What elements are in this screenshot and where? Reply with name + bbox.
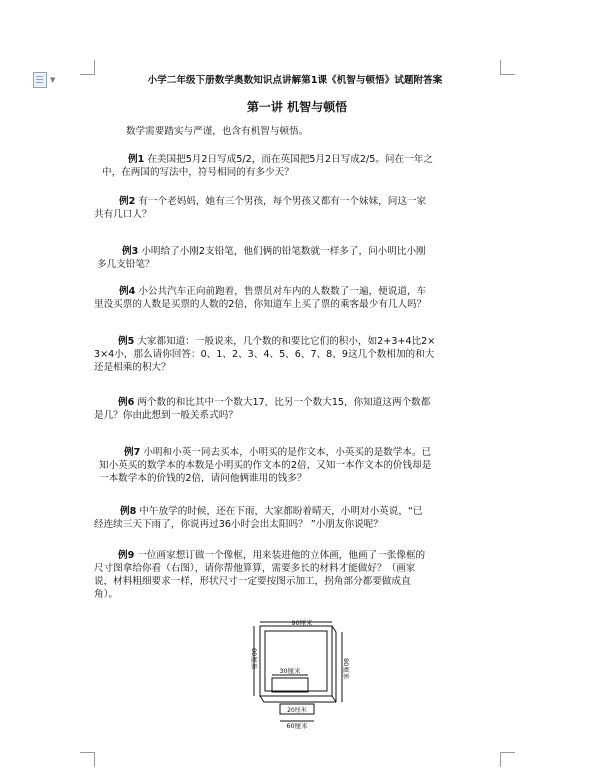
example-5-line-2: 3×4小，那么请你回答：0、1、2、3、4、5、6、7、8、9这几个数相加的和大 — [94, 349, 435, 360]
frame-diagram — [232, 618, 372, 730]
example-4-text: 小公共汽车正向前跑着，售票员对车内的人数数了一遍，便说道，车 — [135, 286, 427, 297]
example-9-line-2: 尺寸图拿给你看（右图），请你帮他算算，需要多长的材料才能做好？（画家 — [94, 563, 416, 574]
example-5-label: 例5 — [118, 336, 135, 347]
intro-paragraph: 数学需要踏实与严谨，也含有机智与顿悟。 — [126, 126, 309, 137]
example-1-line-1 — [128, 153, 433, 167]
dropdown-arrow-icon[interactable]: ▼ — [50, 76, 56, 84]
example-9-line-1 — [118, 549, 425, 563]
dim-label-small: 20厘米 — [287, 707, 307, 714]
example-7-line-3: 一本数学本的价钱的2倍，请问他俩谁用的钱多？ — [99, 473, 307, 484]
crop-mark-bottom-right — [500, 752, 515, 767]
example-5-line-3: 还是相乘的积大？ — [94, 362, 171, 373]
example-7-text: 小明和小英一同去买本，小明买的是作文本，小英买的是数学本。已 — [140, 447, 432, 458]
dim-label-right: 80厘米 — [342, 658, 350, 680]
crop-mark-bottom-left — [80, 752, 95, 767]
example-6-line-2: 是几？你由此想到一般关系式吗？ — [94, 410, 238, 421]
example-4-line-2: 里没买票的人数是买票的人数的2倍，你知道车上买了票的乘客最少有几人吗？ — [94, 299, 427, 310]
dim-label-bottom: 60厘米 — [286, 722, 308, 730]
example-3-label: 例3 — [122, 246, 139, 257]
example-6-text: 两个数的和比其中一个数大17，比另一个数大15，你知道这两个数都 — [134, 397, 431, 408]
lesson-heading: 第一讲 机智与顿悟 — [246, 100, 348, 114]
example-2-line-2: 共有几口人？ — [94, 209, 152, 220]
example-3-line-2: 多几支铅笔？ — [97, 259, 155, 270]
example-1-text: 在美国把5月2日写成5/2，而在英国把5月2日写成2/5。问在一年之 — [144, 154, 433, 165]
example-7-line-2: 知小英买的数学本的本数是小明买的作文本的2倍，又知一本作文本的价钱却是 — [99, 460, 432, 471]
example-7-label: 例7 — [124, 447, 141, 458]
example-7-line-1 — [124, 446, 431, 460]
example-8-text: 中午放学的时候，还在下雨，大家都盼着晴天，小明对小英说，“已 — [136, 506, 423, 517]
example-8-line-1 — [120, 505, 423, 519]
frame-inner-shelf — [272, 678, 308, 692]
example-6-line-1 — [118, 396, 430, 410]
example-5-line-1 — [118, 335, 435, 349]
example-9-text: 一位画家想订做一个像框，用来装进他的立体画，他画了一张像框的 — [134, 550, 426, 561]
example-4-line-1 — [119, 285, 426, 299]
example-3-line-1 — [122, 245, 426, 259]
dim-label-inner: 30厘米 — [279, 667, 301, 675]
dim-label-left: 80厘米 — [250, 648, 258, 670]
example-1-line-2: 中，在两国的写法中，符号相同的有多少天？ — [102, 167, 294, 178]
example-9-line-3: 说，材料粗细要求一样，形状尺寸一定要按图示加工，拐角部分都要做成直 — [94, 576, 411, 587]
example-5-text: 大家都知道：一般说来，几个数的和要比它们的积小，如2+3+4比2× — [134, 336, 436, 347]
example-2-text: 有一个老妈妈，她有三个男孩，每个男孩又都有一个妹妹，问这一家 — [135, 196, 427, 207]
example-6-label: 例6 — [118, 397, 135, 408]
example-2-line-1 — [119, 195, 426, 209]
frame-outer-edge — [260, 626, 332, 696]
example-8-label: 例8 — [120, 506, 137, 517]
example-4-label: 例4 — [119, 286, 136, 297]
example-3-text: 小明给了小刚2支铅笔，他们俩的铅笔数就一样多了，问小明比小刚 — [138, 246, 426, 257]
frame-inner-edge — [265, 631, 327, 691]
example-9-label: 例9 — [118, 550, 135, 561]
example-9-line-4: 角）。 — [94, 589, 118, 600]
document-title: 小学二年级下册数学奥数知识点讲解第1课《机智与顿悟》试题附答案 — [147, 75, 443, 86]
dim-label-top: 90厘米 — [291, 619, 313, 627]
example-8-line-2: 经连续三天下雨了，你说再过36小时会出太阳吗？ ”小朋友你说呢？ — [94, 519, 383, 530]
example-2-label: 例2 — [119, 196, 136, 207]
example-1-label: 例1 — [128, 154, 145, 165]
